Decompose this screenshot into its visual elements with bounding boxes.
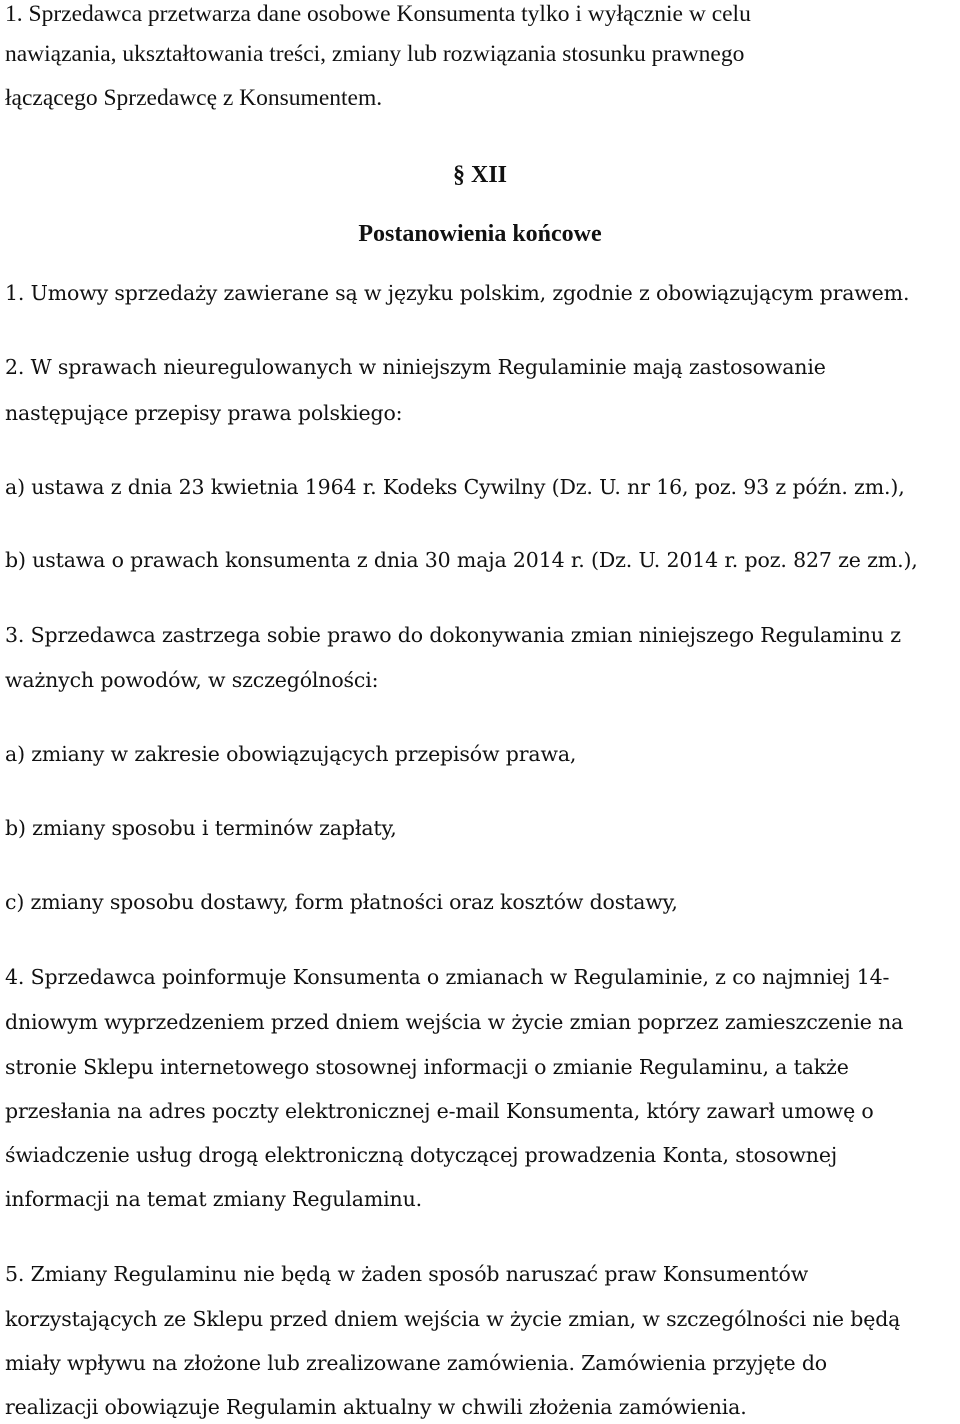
paragraph-line: miały wpływu na złożone lub zrealizowane zamówienia. Zamówienia przyjęte do — [5, 1351, 828, 1375]
paragraph-line: 3. Sprzedawca zastrzega sobie prawo do dokonywania zmian niniejszego Regulaminu z — [5, 623, 901, 647]
section-number: § XII — [452, 162, 507, 188]
intro-line: 1. Sprzedawca przetwarza dane osobowe Konsumenta tylko i wyłącznie w celu — [5, 1, 751, 27]
intro-line: nawiązania, ukształtowania treści, zmiany lub rozwiązania stosunku prawnego — [5, 41, 745, 67]
paragraph-line: 4. Sprzedawca poinformuje Konsumenta o zmianach w Regulaminie, z co najmniej 14- — [5, 965, 890, 989]
paragraph-line: 5. Zmiany Regulaminu nie będą w żaden sposób naruszać praw Konsumentów — [5, 1262, 809, 1286]
paragraph-line: następujące przepisy prawa polskiego: — [5, 401, 403, 425]
section-title: Postanowienia końcowe — [358, 221, 602, 247]
list-item: b) zmiany sposobu i terminów zapłaty, — [5, 816, 397, 840]
intro-line: łączącego Sprzedawcę z Konsumentem. — [5, 85, 383, 111]
paragraph-line: ważnych powodów, w szczególności: — [5, 668, 379, 692]
paragraph-line: korzystających ze Sklepu przed dniem wejścia w życie zmian, w szczególności nie będą — [5, 1307, 901, 1331]
paragraph-line: 1. Umowy sprzedaży zawierane są w języku polskim, zgodnie z obowiązującym prawem. — [5, 281, 910, 305]
paragraph-line: dniowym wyprzedzeniem przed dniem wejścia w życie zmian poprzez zamieszczenie na — [5, 1010, 904, 1034]
paragraph-line: świadczenie usług drogą elektroniczną dotyczącej prowadzenia Konta, stosownej — [5, 1143, 838, 1167]
list-item: a) zmiany w zakresie obowiązujących przepisów prawa, — [5, 742, 577, 766]
paragraph-line: realizacji obowiązuje Regulamin aktualny w chwili złożenia zamówienia. — [5, 1395, 747, 1419]
list-item: b) ustawa o prawach konsumenta z dnia 30 maja 2014 r. (Dz. U. 2014 r. poz. 827 ze zm.), — [5, 548, 918, 572]
list-item: c) zmiany sposobu dostawy, form płatności oraz kosztów dostawy, — [5, 890, 678, 914]
paragraph-line: informacji na temat zmiany Regulaminu. — [5, 1187, 422, 1211]
paragraph-line: przesłania na adres poczty elektronicznej e-mail Konsumenta, który zawarł umowę o — [5, 1099, 874, 1123]
paragraph-line: stronie Sklepu internetowego stosownej informacji o zmianie Regulaminu, a także — [5, 1055, 849, 1079]
paragraph-line: 2. W sprawach nieuregulowanych w niniejszym Regulaminie mają zastosowanie — [5, 355, 826, 379]
list-item: a) ustawa z dnia 23 kwietnia 1964 r. Kodeks Cywilny (Dz. U. nr 16, poz. 93 z późn. zm.), — [5, 475, 905, 499]
